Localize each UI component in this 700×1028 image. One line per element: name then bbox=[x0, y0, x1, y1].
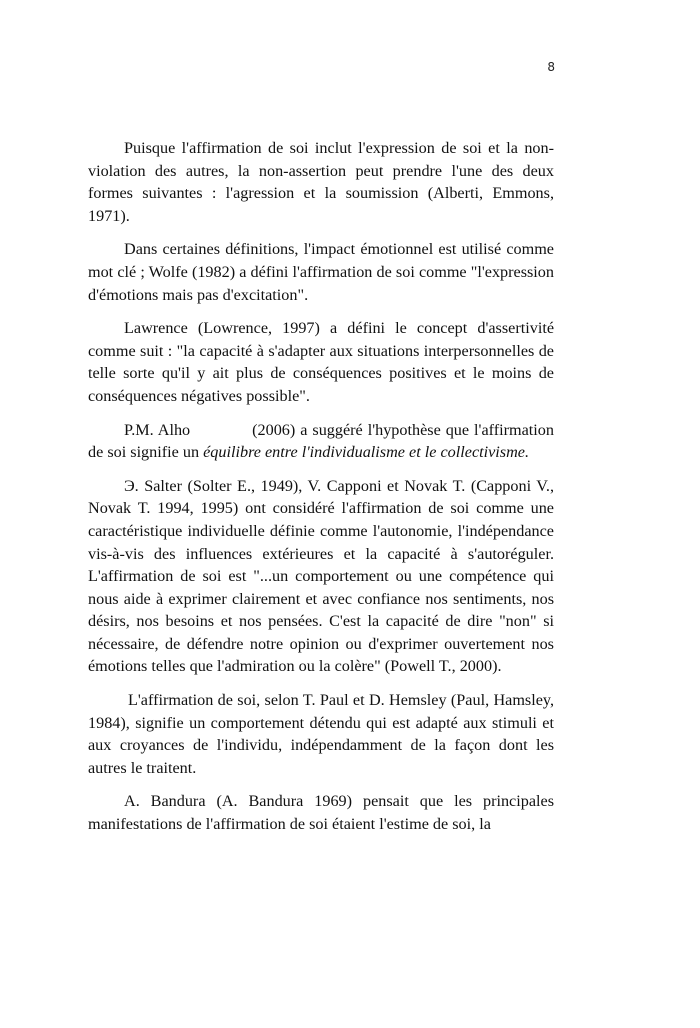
paragraph-6: L'affirmation de soi, selon T. Paul et D. Hemsley (Paul, Hamsley, 1984), signifie un comportement détendu qui est adapté aux stimuli et aux croyances de l'individu, indépendamment de la façon dont les autres le traitent. bbox=[88, 691, 554, 777]
paragraph-3: Lawrence (Lowrence, 1997) a défini le concept d'assertivité comme suit : "la capacité à s'adapter aux situations interpersonnelles de telle sorte qu'il y ait plus de conséquences positives et le moins de conséquences négatives possible". bbox=[88, 319, 554, 405]
paragraph-4 bbox=[88, 419, 554, 464]
paragraph-2: Dans certaines définitions, l'impact émotionnel est utilisé comme mot clé ; Wolfe (1982) a défini l'affirmation de soi comme "l'expression d'émotions mais pas d'excitation". bbox=[88, 240, 554, 304]
paragraph-7: A. Bandura (A. Bandura 1969) pensait que les principales manifestations de l'affirmation de soi étaient l'estime de soi, la bbox=[88, 792, 554, 834]
page-number: 8 bbox=[547, 60, 555, 74]
paragraph-5: Э. Salter (Solter E., 1949), V. Capponi et Novak T. (Capponi V., Novak T. 1994, 1995) ont considéré l'affirmation de soi comme une caractéristique individuelle définie comme l'autonomie, l'indépendance vis-à-vis des influences extérieures et la capacité à s'autoréguler. L'affirmation de soi est "...un comportement ou une compétence qui nous aide à exprimer clairement et avec confiance nos sentiments, nos désirs, nos besoins et nos pensées. C'est la capacité de dire "non" si nécessaire, de défendre notre opinion ou d'exprimer ouvertement nos émotions telles que l'admiration ou la colère" (Powell T., 2000). bbox=[88, 476, 554, 676]
paragraph-4-emphasis: équilibre entre l'individualisme et le collectivisme. bbox=[203, 443, 530, 462]
page-body bbox=[88, 137, 554, 847]
paragraph-4-author: P.M. Alho bbox=[124, 420, 191, 439]
paragraph-1: Puisque l'affirmation de soi inclut l'expression de soi et la non-violation des autres, la non-assertion peut prendre l'une des deux formes suivantes : l'agression et la soumission (Alberti, Emmons, 1971). bbox=[88, 139, 554, 225]
paragraph-4-text: (2006) a suggéré l'hypothèse que l'affirmation de soi signifie un bbox=[88, 420, 554, 462]
